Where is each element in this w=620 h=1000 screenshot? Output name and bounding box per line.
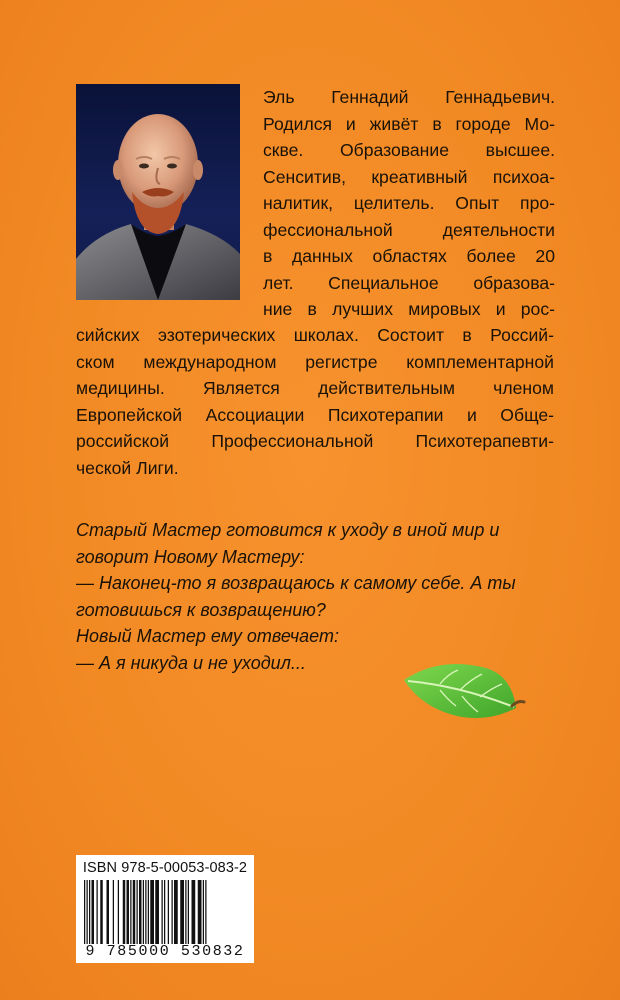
barcode-bars — [82, 880, 248, 944]
bio-line: ние в лучших мировых и рос- — [263, 299, 555, 319]
quote-line: Старый Мастер готовится к уходу в иной мир и — [76, 520, 500, 540]
parable-quote — [76, 517, 566, 676]
barcode-bar — [107, 880, 110, 944]
barcode-bar — [162, 880, 163, 944]
barcode-bar — [168, 880, 169, 944]
barcode-bar — [123, 880, 126, 944]
barcode-bar — [203, 880, 204, 944]
barcode-bar — [185, 880, 186, 944]
bio-line: Сенситив, креативный психоа- — [263, 166, 555, 187]
barcode-bar — [92, 880, 95, 944]
author-portrait-image — [76, 84, 240, 300]
bio-line: Эль Геннадий Геннадьевич. — [263, 87, 555, 107]
barcode-bar — [113, 880, 114, 944]
barcode-bar — [155, 880, 159, 944]
isbn-label: ISBN 978-5-00053-083-2 — [82, 860, 248, 876]
quote-line: Новый Мастер ему отвечает: — [76, 626, 339, 646]
bio-line: медицины. Является действительным членом — [76, 378, 554, 398]
barcode-bar — [139, 880, 142, 944]
bio-line: российской Профессиональной Психотерапевти- — [76, 431, 554, 451]
barcode-bar — [198, 880, 202, 944]
barcode-digits: 9 785000 530832 — [85, 943, 245, 960]
barcode-bar — [172, 880, 173, 944]
quote-line: — А я никуда и не уходил... — [76, 652, 306, 673]
barcode-bar — [133, 880, 136, 944]
author-bio-full — [76, 322, 554, 481]
bio-line: Европейской Ассоциации Психотерапии и Обще- — [76, 404, 554, 425]
barcode-bar — [137, 880, 138, 944]
barcode-bar — [174, 880, 178, 944]
bio-line: лет. Специальное образова- — [263, 272, 555, 293]
barcode-bar — [84, 880, 85, 944]
bio-line: ческой Лиги. — [76, 457, 179, 478]
bio-line: в данных областях более 20 — [263, 246, 555, 266]
barcode-bar — [150, 880, 154, 944]
bio-line: скве. Образование высшее. — [263, 140, 555, 160]
bio-line: фессиональной деятельности — [263, 219, 555, 240]
barcode-bar — [188, 880, 189, 944]
barcode-bar — [130, 880, 131, 944]
green-leaf-icon — [400, 660, 530, 735]
barcode-bar — [192, 880, 196, 944]
quote-line: говорит Новому Мастеру: — [76, 546, 305, 567]
isbn-barcode — [76, 855, 254, 963]
bio-line: ском международном регистре комплементарной — [76, 351, 554, 372]
barcode-bar — [97, 880, 98, 944]
bio-line: налитик, целитель. Опыт про- — [263, 193, 555, 213]
barcode-bar — [143, 880, 144, 944]
barcode-bar — [145, 880, 146, 944]
barcode-bar — [127, 880, 130, 944]
barcode-bar — [100, 880, 103, 944]
author-bio-side — [263, 84, 555, 323]
barcode-bar — [148, 880, 149, 944]
quote-line: — Наконец-то я возвращаюсь к самому себе. А ты — [76, 573, 516, 593]
bio-line: сийских эзотерических школах. Состоит в Россий- — [76, 325, 554, 345]
barcode-bar — [205, 880, 206, 944]
barcode-bar — [89, 880, 90, 944]
author-photo — [76, 84, 240, 300]
barcode-bar — [164, 880, 165, 944]
barcode-bar — [180, 880, 184, 944]
barcode-bar — [87, 880, 88, 944]
bio-line: Родился и живёт в городе Мо- — [263, 113, 555, 134]
barcode-bar — [118, 880, 119, 944]
quote-line: готовишься к возвращению? — [76, 599, 326, 620]
